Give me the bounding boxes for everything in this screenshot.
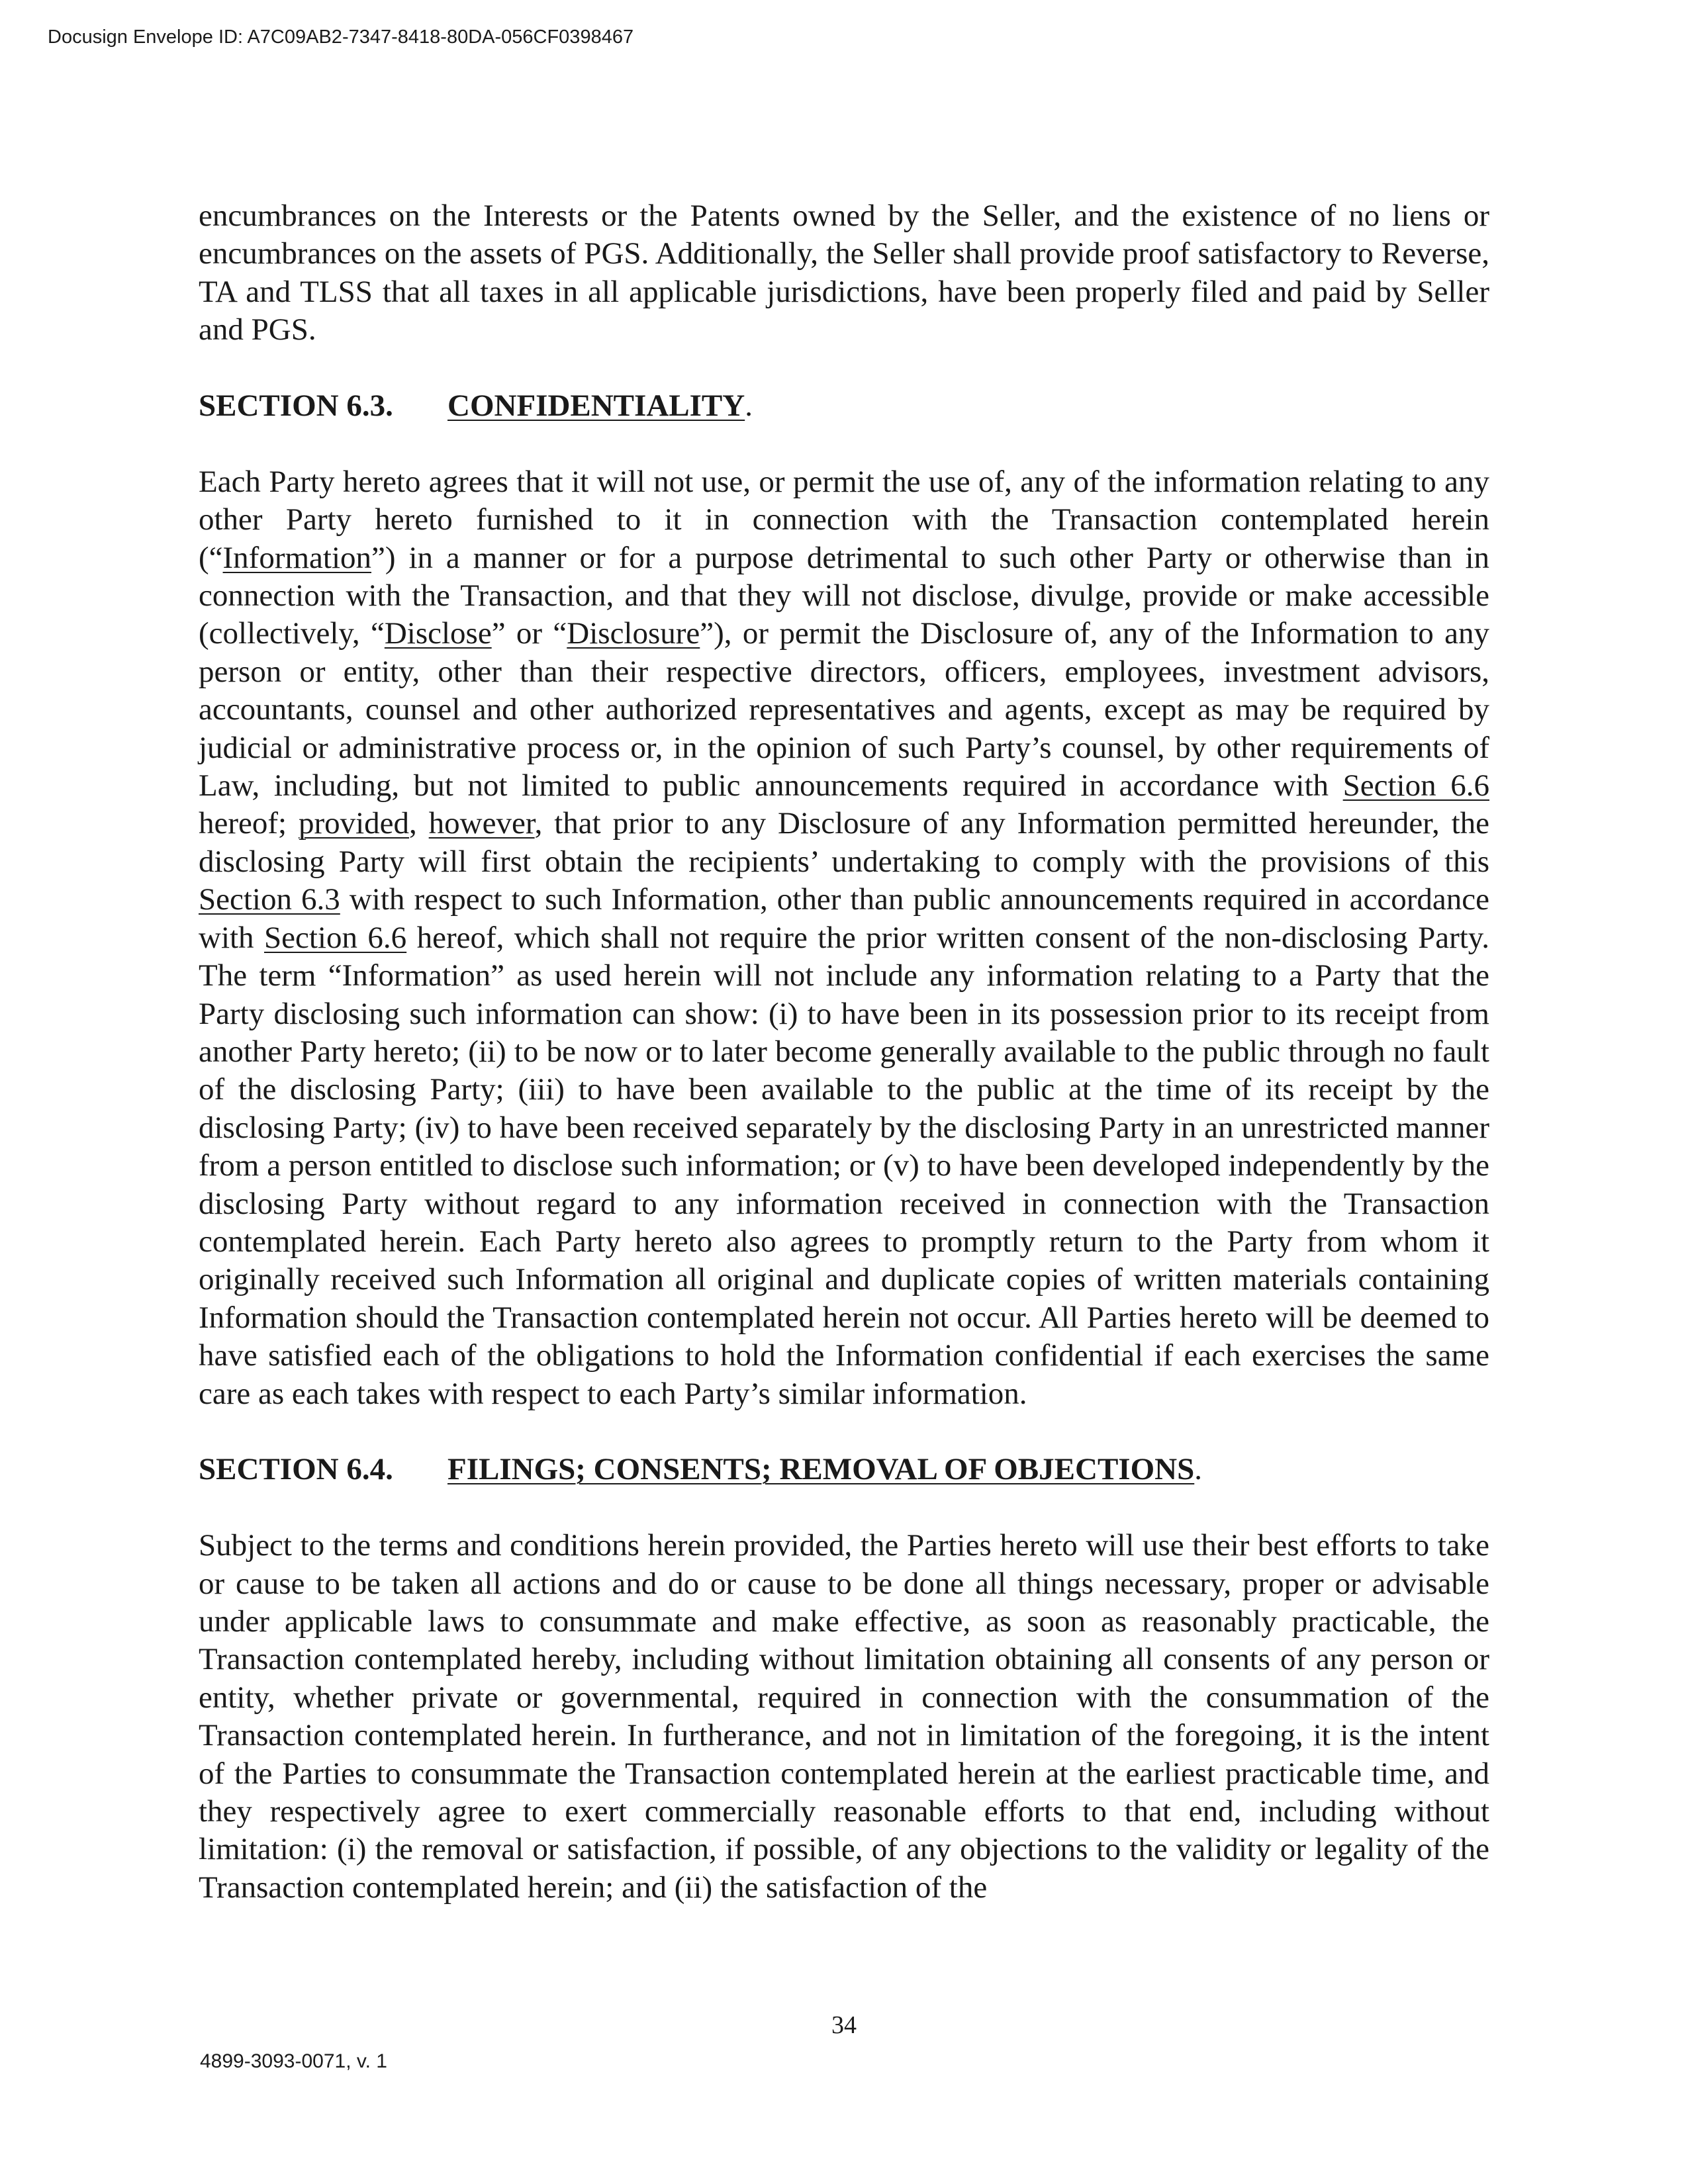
section-6-4-number: SECTION 6.4. bbox=[199, 1452, 393, 1487]
section-6-4-title: FILINGS; CONSENTS; REMOVAL OF OBJECTIONS bbox=[447, 1452, 1195, 1487]
defined-term-disclosure: Disclosure bbox=[567, 616, 700, 651]
document-body bbox=[199, 197, 1489, 1907]
term-provided: provided bbox=[298, 806, 410, 841]
text-run: ”), or permit the Disclosure of, any of the Information to any person or entity, other than their respective directors, officers, employees, investment advisors, accountants, counsel and other authorized representatives and agents, except as may be required by judicial or administrative process or, in the opinion of such Party’s counsel, by other requirements of Law, including, but not limited to public announcements required in accordance with bbox=[199, 616, 1489, 803]
text-run: hereof; bbox=[199, 806, 299, 841]
paragraph-gap bbox=[199, 425, 1489, 463]
envelope-id-header: Docusign Envelope ID: A7C09AB2-7347-8418-80DA-056CF0398467 bbox=[48, 26, 634, 48]
text-run: , that prior to any Disclosure of any Information permitted hereunder, the disclosing Party will first obtain the recipients’ undertaking to comply with the provisions of this bbox=[199, 806, 1489, 879]
text-run: ” or “ bbox=[491, 616, 567, 651]
page-number: 34 bbox=[831, 2011, 857, 2039]
paragraph-gap bbox=[199, 1489, 1489, 1527]
defined-term-disclose: Disclose bbox=[384, 616, 492, 651]
text-run: with respect to such Information, other than public announcements required in accordance with bbox=[199, 882, 1489, 955]
text-run: ”) in a manner or for a purpose detrimental to such other Party or otherwise than in connection with the Transaction, and that they will not disclose, divulge, provide or make accessible (collectively, “ bbox=[199, 540, 1489, 651]
section-6-3-title-period: . bbox=[745, 388, 753, 424]
section-6-3-paragraph bbox=[199, 463, 1489, 1413]
cross-reference-section-6-3: Section 6.3 bbox=[199, 882, 340, 917]
text-run: , bbox=[409, 806, 429, 841]
cross-reference-section-6-6: Section 6.6 bbox=[264, 920, 407, 955]
section-6-4-paragraph: Subject to the terms and conditions herein provided, the Parties hereto will use their best efforts to take or cause to be taken all actions and do or cause to be done all things necessary, proper or advisable under applicable laws to consummate and make effective, as soon as reasonably practicable, the Transaction contemplated hereby, including without limitation obtaining all consents of any person or entity, whether private or governmental, required in connection with the consummation of the Transaction contemplated herein. In furtherance, and not in limitation of the foregoing, it is the intent of the Parties to consummate the Transaction contemplated herein at the earliest practicable time, and they respectively agree to exert commercially reasonable efforts to that end, including without limitation: (i) the removal or satisfaction, if possible, of any objections to the validity or legality of the Transaction contemplated herein; and (ii) the satisfaction of the bbox=[199, 1528, 1489, 1905]
cross-reference-section-6-6: Section 6.6 bbox=[1342, 768, 1489, 803]
text-run: Each Party hereto agrees that it will not use, or permit the use of, any of the information relating to any other Party hereto furnished to it in connection with the Transaction contemplated herein (“ bbox=[199, 464, 1489, 575]
term-however: however bbox=[428, 806, 535, 841]
defined-term-information: Information bbox=[222, 540, 372, 575]
text-run: hereof, which shall not require the prior written consent of the non-disclosing Party. The term “Information” as used herein will not include any information relating to a Party that the Party disclosing such information can show: (i) to have been in its possession prior to its receipt from another Party hereto; (ii) to be now or to later become generally available to the public through no fault of the disclosing Party; (iii) to have been available to the public at the time of its receipt by the disclosing Party; (iv) to have been received separately by the disclosing Party in an unrestricted manner from a person entitled to disclose such information; or (v) to have been developed independently by the disclosing Party without regard to any information received in connection with the Transaction contemplated herein. Each Party hereto also agrees to promptly return to the Party from whom it originally received such Information all original and duplicate copies of written materials containing Information should the Transaction contemplated herein not occur. All Parties hereto will be deemed to have satisfied each of the obligations to hold the Information confidential if each exercises the same care as each takes with respect to each Party’s similar information. bbox=[199, 920, 1489, 1411]
paragraph-gap bbox=[199, 349, 1489, 387]
section-6-3-title: CONFIDENTIALITY bbox=[447, 388, 745, 424]
section-6-4-heading bbox=[199, 1451, 1489, 1488]
continuation-paragraph: encumbrances on the Interests or the Patents owned by the Seller, and the existence of no liens or encumbrances on the assets of PGS. Additionally, the Seller shall provide proof satisfactory to Reverse, TA and TLSS that all taxes in all applicable jurisdictions, have been properly filed and paid by Seller and PGS. bbox=[199, 199, 1489, 347]
paragraph-gap bbox=[199, 1413, 1489, 1451]
document-reference: 4899-3093-0071, v. 1 bbox=[200, 2050, 387, 2072]
section-6-3-heading bbox=[199, 387, 1489, 425]
section-6-4-title-period: . bbox=[1194, 1452, 1202, 1487]
section-6-3-number: SECTION 6.3. bbox=[199, 388, 393, 424]
